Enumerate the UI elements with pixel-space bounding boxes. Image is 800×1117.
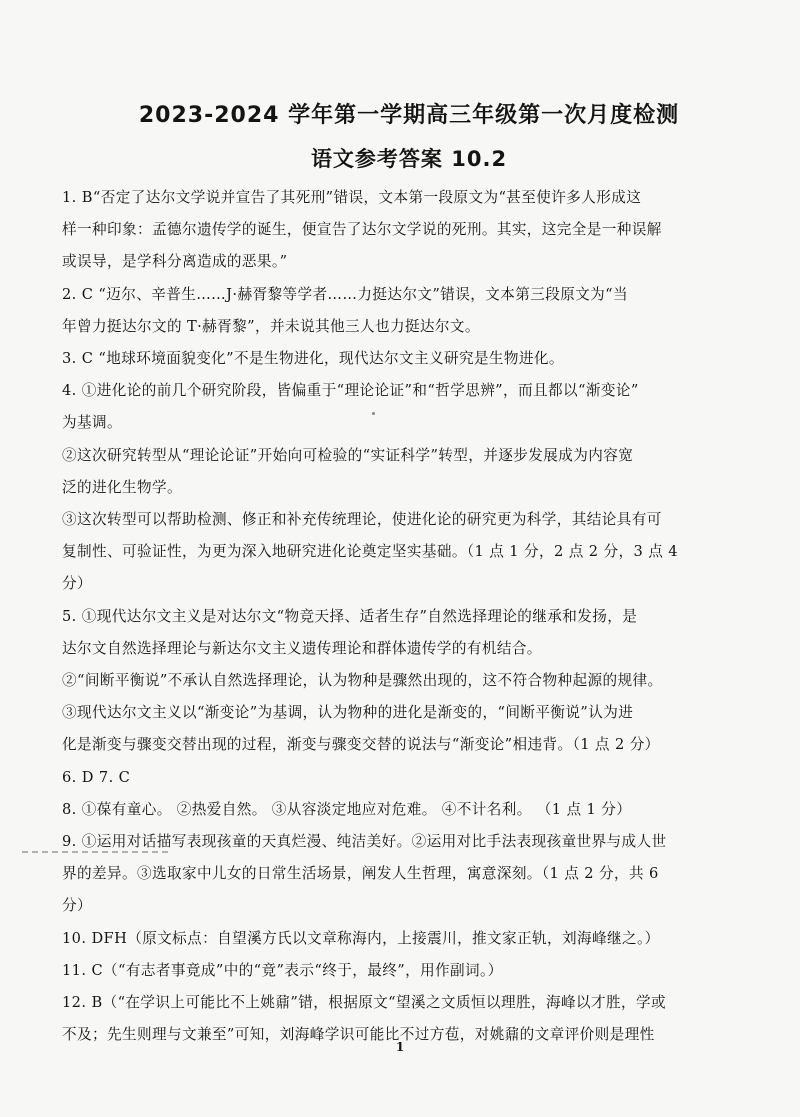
answer-line: 12. B（“在学识上可能比不上姚鼐”错，根据原文“望溪之文质恒以理胜，海峰以才胜，学或 [62,994,666,1012]
answer-line: 8. ①葆有童心。 ②热爱自然。 ③从容淡定地应对危难。 ④不计名利。 （1 点 1 分） [62,800,632,818]
answer-line: 分） [62,897,92,915]
answer-line: 11. C（“有志者事竟成”中的“竟”表示“终于，最终”，用作副词。） [62,961,503,979]
answer-line: ③现代达尔文主义以“渐变论”为基调，认为物种的进化是渐变的，“间断平衡说”认为进 [62,704,634,722]
answer-line: 6. D 7. C [62,768,131,786]
answer-line: 泛的进化生物学。 [62,478,182,496]
answer-line: 4. ①进化论的前几个研究阶段，皆偏重于“理论论证”和“哲学思辨”，而且都以“渐变论” [62,382,639,400]
page-number: 1 [395,1040,405,1054]
answer-line: ②“间断平衡说”不承认自然选择理论，认为物种是骤然出现的，这不符合物种起源的规律。 [62,672,663,690]
answer-line: 2. C “迈尔、辛普生……J·赫胥黎等学者……力挺达尔文”错误，文本第三段原文为“当 [62,285,629,303]
page-subtitle: 语文参考答案 10.2 [310,147,508,171]
answer-line: 1. B“否定了达尔文学说并宣告了其死刑”错误，文本第一段原文为“甚至使许多人形成这 [62,189,642,206]
answer-line: 9. ①运用对话描写表现孩童的天真烂漫、纯洁美好。②运用对比手法表现孩童世界与成人世 [62,833,667,851]
scan-artifact-streak [22,851,172,853]
answer-line: 不及；先生则理与文兼至”可知，刘海峰学识可能比不过方苞，对姚鼐的文章评价则是理性 [62,1026,655,1044]
answer-line: 年曾力挺达尔文的 T·赫胥黎”，并未说其他三人也力挺达尔文。 [62,317,480,335]
answer-line: 为基调。 [62,414,122,432]
answer-line: 化是渐变与骤变交替出现的过程，渐变与骤变交替的说法与“渐变论”相违背。（1 点 2 分） [62,736,660,754]
answer-list [62,182,756,1051]
answer-line: 5. ①现代达尔文主义是对达尔文“物竞天择、适者生存”自然选择理论的继承和发扬，是 [62,607,638,625]
answer-line: 10. DFH（原文标点：自望溪方氏以文章称海内，上接震川，推文家正轨，刘海峰继之。） [62,929,660,947]
answer-line: ②这次研究转型从“理论论证”开始向可检验的“实证科学”转型，并逐步发展成为内容宽 [62,446,634,464]
answer-line: 或误导，是学科分离造成的恶果。” [62,253,288,271]
answer-line: 达尔文自然选择理论与新达尔文主义遗传理论和群体遗传学的有机结合。 [62,639,542,657]
answer-line: 样一种印象：孟德尔遗传学的诞生，便宣告了达尔文学说的死刑。其实，这完全是一种误解 [62,221,662,239]
answer-line: 3. C “地球环境面貌变化”不是生物进化，现代达尔文主义研究是生物进化。 [62,350,564,368]
answer-line: 界的差异。③选取家中儿女的日常生活场景，阐发人生哲理，寓意深刻。（1 点 2 分，共 6 [62,865,659,883]
answer-line: 分） [62,575,92,593]
answer-line: 复制性、可验证性，为更为深入地研究进化论奠定坚实基础。（1 点 1 分，2 点 2 分，3 点 4 [62,543,678,561]
scan-artifact-dot [372,412,375,415]
answer-line: ③这次转型可以帮助检测、修正和补充传统理论，使进化论的研究更为科学，其结论具有可 [62,511,662,529]
page-title: 2023-2024 学年第一学期高三年级第一次月度检测 [138,103,680,128]
